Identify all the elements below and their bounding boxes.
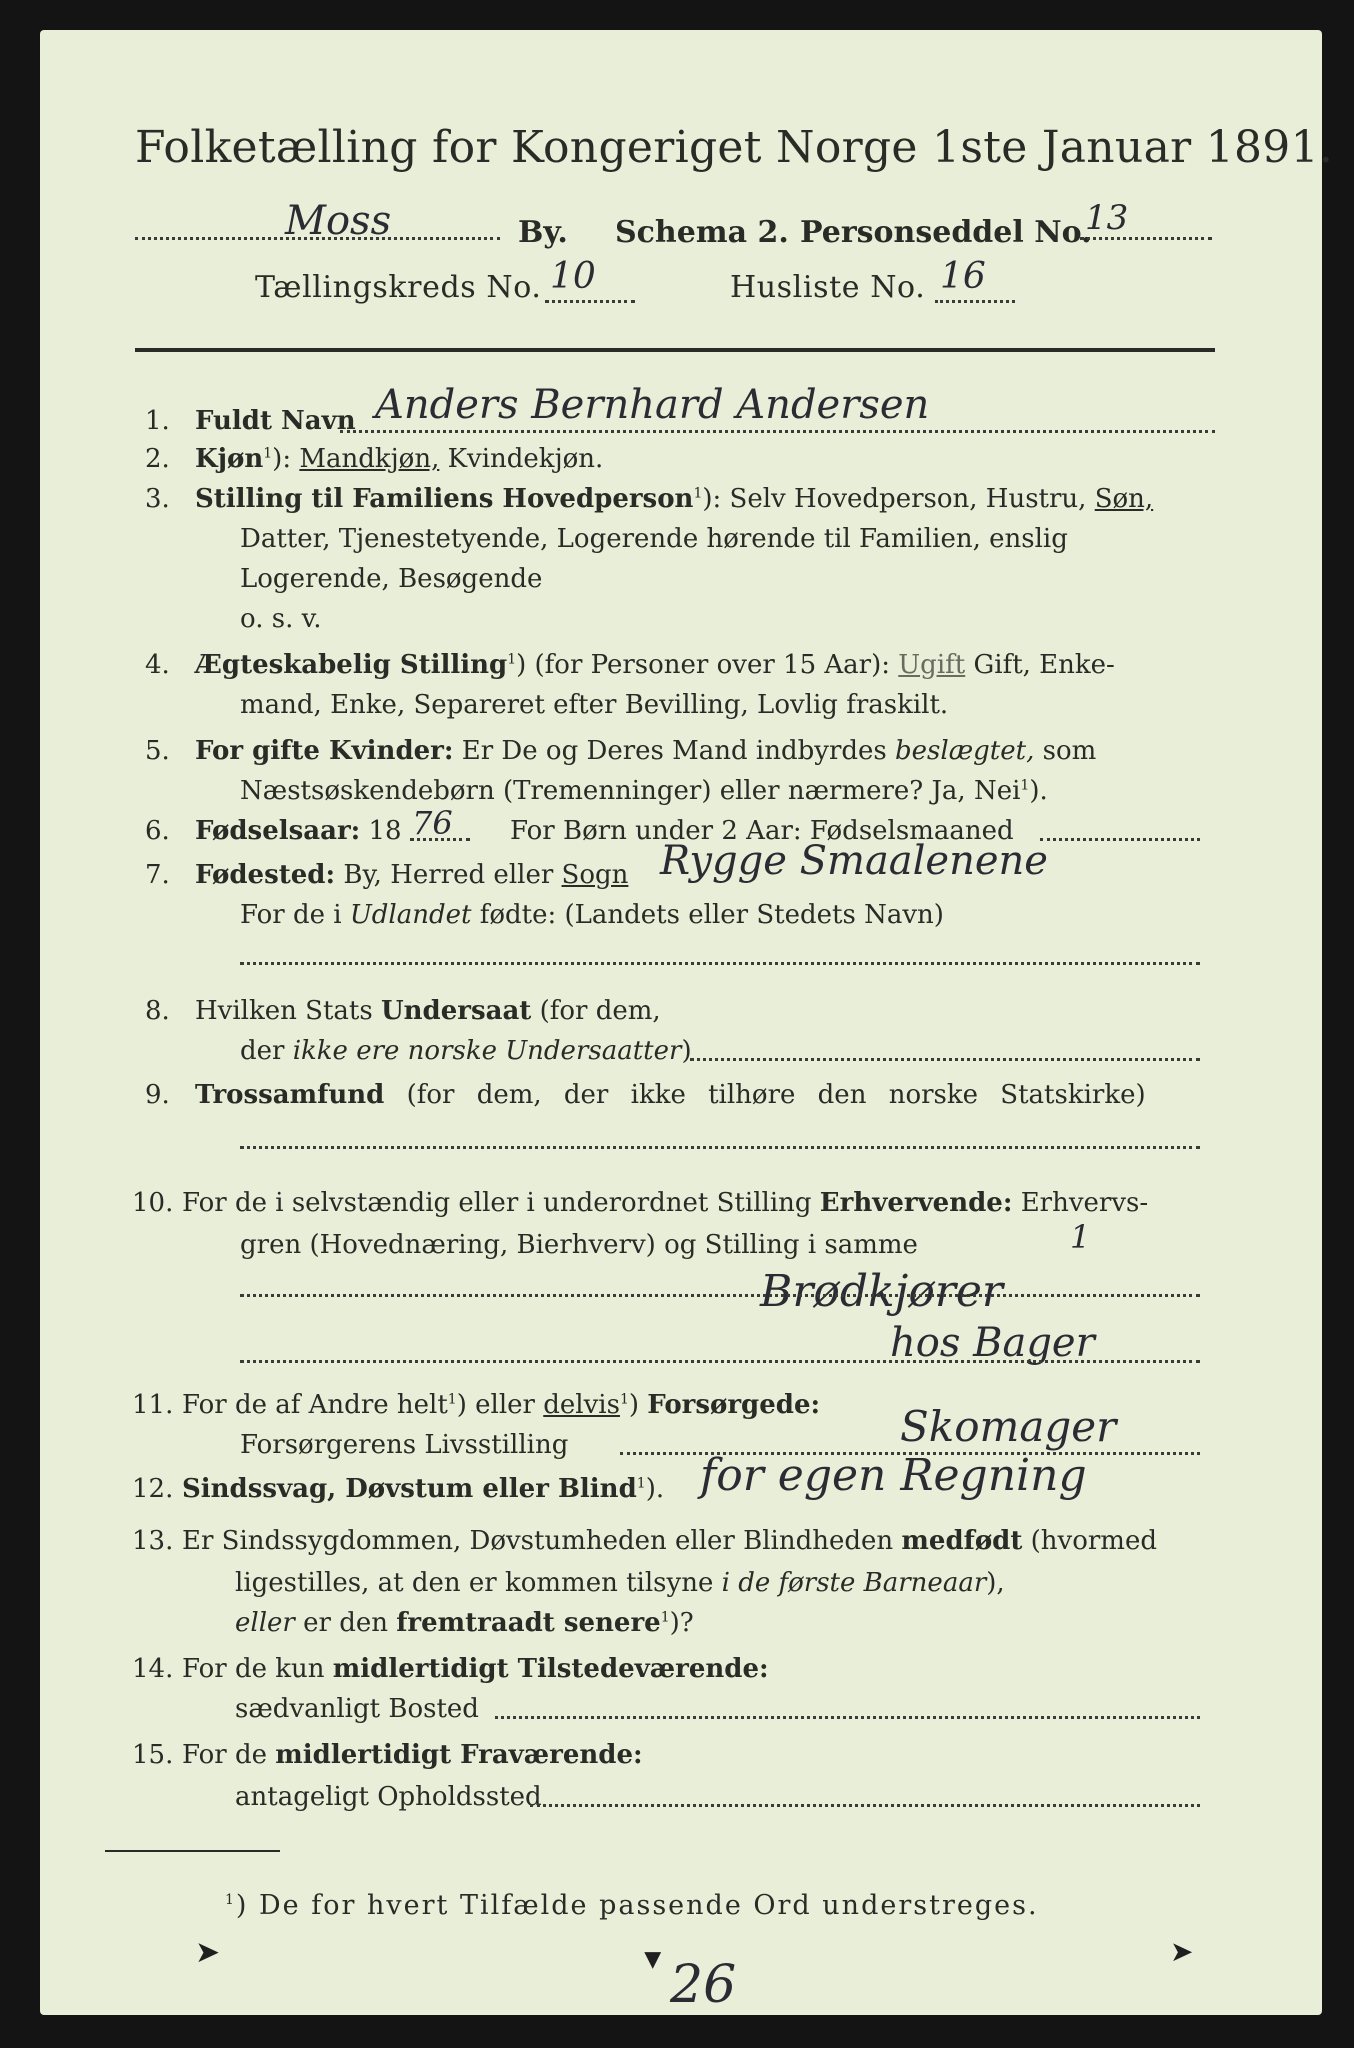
q12-value: for egen Regning [700, 1450, 1087, 1501]
personseddel-number: 13 [1085, 198, 1129, 238]
footnote [225, 1890, 1039, 1921]
footnote-rule [105, 1850, 280, 1852]
bottom-left-mark: ➤ [195, 1935, 221, 1970]
q6-prefix: 18 [360, 816, 402, 846]
q15-line2: antageligt Opholdssted [235, 1782, 542, 1812]
q7-dotline [240, 962, 1200, 965]
q4-text1a: ) (for Personer over 15 Aar): [516, 650, 899, 680]
q10-dotline1 [240, 1294, 1200, 1297]
q2-option-mandkjon: Mandkjøn, [299, 444, 440, 474]
q10-value2: hos Bager [890, 1320, 1095, 1366]
q12-label: Sindssvag, Døvstum eller Blind [182, 1474, 637, 1504]
q8-line2 [240, 1036, 692, 1066]
q6-label: Fødselsaar: [195, 816, 361, 846]
q4-option-ugift: Ugift [898, 650, 966, 680]
q9-text: (for dem, der ikke tilhøre den norske Statskirke) [384, 1080, 1146, 1110]
kreds-label: Tællingskreds No. [255, 270, 542, 305]
q6-rest: For Børn under 2 Aar: Fødselsmaaned [510, 816, 1014, 846]
q7-option-sogn: Sogn [561, 860, 629, 890]
q11-sup1: 1 [447, 1391, 457, 1408]
footnote-text: ) De for hvert Tilfælde passende Ord understreges. [235, 1890, 1039, 1921]
q4-line1 [195, 650, 1115, 680]
q11-text1a: For de af Andre helt [182, 1390, 448, 1420]
q14-dotline [495, 1716, 1200, 1719]
q7-line2 [240, 900, 944, 930]
q10-text1a: For de i selvstændig eller i underordnet Stilling [182, 1188, 820, 1218]
q1-value: Anders Bernhard Andersen [375, 382, 930, 428]
q9-label: Trossamfund [195, 1080, 385, 1110]
q5-text1b: som [1034, 736, 1097, 766]
q1-number: 1. [145, 406, 170, 436]
q7-value: Rygge Smaalenene [660, 838, 1048, 884]
q11-line1 [182, 1390, 820, 1420]
q5-text1a: Er De og Deres Mand indbyrdes [453, 736, 896, 766]
q8-line1 [195, 996, 661, 1026]
q10-erhvervende: Erhvervende: [819, 1188, 1013, 1218]
bottom-center-mark: ▶ [640, 1952, 666, 1969]
q11-text1c: ) [628, 1390, 648, 1420]
q13-fremtraadt: fremtraadt senere [396, 1608, 661, 1638]
q13-italic: i de første Barneaar [721, 1568, 987, 1598]
q9-line [195, 1080, 1146, 1110]
q14-number: 14. [132, 1654, 174, 1684]
q3-line2: Datter, Tjenestetyende, Logerende hørende til Familien, enslig [240, 524, 1068, 554]
page-number-handwritten: 26 [670, 1955, 737, 2015]
q11-line2: Forsørgerens Livsstilling [240, 1430, 569, 1460]
q5-text2: Næstsøskendebørn (Tremenninger) eller nærmere? Ja, Nei [240, 776, 1021, 806]
q4-label: Ægteskabelig Stilling [195, 650, 508, 680]
q8-undersaat: Undersaat [380, 996, 532, 1026]
q14-text1a: For de kun [182, 1654, 333, 1684]
q2-rest: ): [272, 444, 300, 474]
q10-dotline2 [240, 1360, 1200, 1363]
q5-line2 [240, 776, 1048, 806]
q5-number: 5. [145, 736, 170, 766]
q13-number: 13. [132, 1526, 174, 1556]
q12-rest: ). [645, 1474, 665, 1504]
q2-label: Kjøn [195, 444, 264, 474]
q5-line1 [195, 736, 1096, 766]
q2-line [195, 444, 603, 474]
q10-text1b: Erhvervs- [1012, 1188, 1149, 1218]
city-dotline [135, 237, 500, 240]
q10-line1 [182, 1188, 1148, 1218]
q5-sup: 1 [1020, 777, 1030, 794]
q13-text2b: ), [986, 1568, 1005, 1598]
q11-sup2: 1 [619, 1391, 629, 1408]
q8-dotline [690, 1058, 1200, 1061]
q15-line1 [182, 1740, 643, 1770]
kreds-dotline [545, 300, 635, 303]
q3-text1: ): Selv Hovedperson, Hustru, [702, 484, 1095, 514]
q1-label: Fuldt Navn [195, 406, 356, 436]
q2-option-kvindekjon: Kvindekjøn. [439, 444, 604, 474]
q15-number: 15. [132, 1740, 174, 1770]
q12-line [182, 1474, 664, 1504]
q4-sup: 1 [507, 651, 517, 668]
q14-line1 [182, 1654, 769, 1684]
q3-line4: o. s. v. [240, 604, 322, 634]
city-handwritten: Moss [285, 198, 392, 244]
husliste-dotline [935, 300, 1015, 303]
q2-number: 2. [145, 444, 170, 474]
q6-line [195, 816, 402, 846]
bottom-right-mark: ➤ [1170, 1935, 1194, 1968]
q6-number: 6. [145, 816, 170, 846]
q7-text2b: fødte: (Landets eller Stedets Navn) [471, 900, 944, 930]
q8-text2b: ) [681, 1036, 692, 1066]
q4-line2: mand, Enke, Separeret efter Bevilling, Lovlig fraskilt. [240, 690, 949, 720]
q3-line1 [195, 484, 1153, 514]
q11-number: 11. [132, 1390, 174, 1420]
q6-month-dotline [1040, 838, 1200, 841]
q13-line2 [235, 1568, 1005, 1598]
q13-text1b: (hvormed [1022, 1526, 1157, 1556]
personseddel-dotline [1080, 237, 1212, 240]
q10-value1: Brødkjører [760, 1266, 1003, 1317]
q13-text3a: er den [294, 1608, 397, 1638]
q8-text1b: (for dem, [531, 996, 661, 1026]
q12-number: 12. [132, 1474, 174, 1504]
q7-text2a: For de i [240, 900, 350, 930]
q5-beslaegtet: beslægtet, [895, 736, 1035, 766]
q13-eller: eller [235, 1608, 295, 1638]
q13-line3 [235, 1608, 694, 1638]
q3-label: Stilling til Familiens Hovedperson [195, 484, 694, 514]
q3-number: 3. [145, 484, 170, 514]
q13-text3b: )? [669, 1608, 694, 1638]
q5-text2end: ). [1029, 776, 1048, 806]
q15-text1a: For de [182, 1740, 276, 1770]
husliste-number: 16 [940, 256, 986, 297]
q10-line2: gren (Hovednæring, Bierhverv) og Stilling i samme [240, 1230, 918, 1260]
q5-label: For gifte Kvinder: [195, 736, 454, 766]
q11-value: Skomager [900, 1402, 1117, 1451]
census-form-sheet [40, 30, 1334, 2015]
q13-sup: 1 [660, 1609, 670, 1626]
q12-sup: 1 [636, 1475, 646, 1492]
q11-text1b: ) eller [456, 1390, 544, 1420]
q7-text1a: By, Herred eller [335, 860, 562, 890]
q14-line2: sædvanligt Bosted [235, 1694, 479, 1724]
q3-option-son: Søn, [1094, 484, 1154, 514]
q4-number: 4. [145, 650, 170, 680]
q9-number: 9. [145, 1080, 170, 1110]
q8-text2a: der [240, 1036, 293, 1066]
by-label: By. [518, 215, 568, 250]
q7-number: 7. [145, 860, 170, 890]
q6-year-dotline [410, 838, 470, 841]
form-title: Folketælling for Kongeriget Norge 1ste Januar 1891. [135, 122, 1334, 173]
q8-text1a: Hvilken Stats [195, 996, 381, 1026]
header-rule [135, 348, 1215, 352]
q10-mark: 1 [1070, 1218, 1091, 1256]
q7-udlandet: Udlandet [349, 900, 472, 930]
q2-sup: 1 [263, 445, 273, 462]
personseddel-label: Personseddel No. [800, 215, 1092, 250]
q13-text2a: ligestilles, at den er kommen tilsyne [235, 1568, 722, 1598]
q15-label: midlertidigt Fraværende: [275, 1740, 643, 1770]
q7-line1 [195, 860, 628, 890]
q6-year: 76 [412, 804, 453, 842]
q3-line3: Logerende, Besøgende [240, 564, 543, 594]
q11-option-delvis: delvis [543, 1390, 620, 1420]
q13-medfodt: medfødt [901, 1526, 1023, 1556]
q3-sup: 1 [693, 485, 703, 502]
q9-dotline [240, 1146, 1200, 1149]
q13-line1 [182, 1526, 1157, 1556]
q7-label: Fødested: [195, 860, 336, 890]
q11-forsorgede: Forsørgede: [647, 1390, 821, 1420]
footnote-sup: 1 [225, 1892, 236, 1908]
q1-dotline [340, 430, 1215, 433]
q14-label: midlertidigt Tilstedeværende: [332, 1654, 769, 1684]
kreds-number: 10 [550, 256, 596, 297]
q13-text1a: Er Sindssygdommen, Døvstumheden eller Blindheden [182, 1526, 902, 1556]
schema-label: Schema 2. [615, 215, 789, 250]
husliste-label: Husliste No. [730, 270, 926, 305]
q8-italic: ikke ere norske Undersaatter [292, 1036, 682, 1066]
q8-number: 8. [145, 996, 170, 1026]
q10-number: 10. [132, 1188, 174, 1218]
q15-dotline [530, 1804, 1200, 1807]
q4-text1b: Gift, Enke- [965, 650, 1115, 680]
